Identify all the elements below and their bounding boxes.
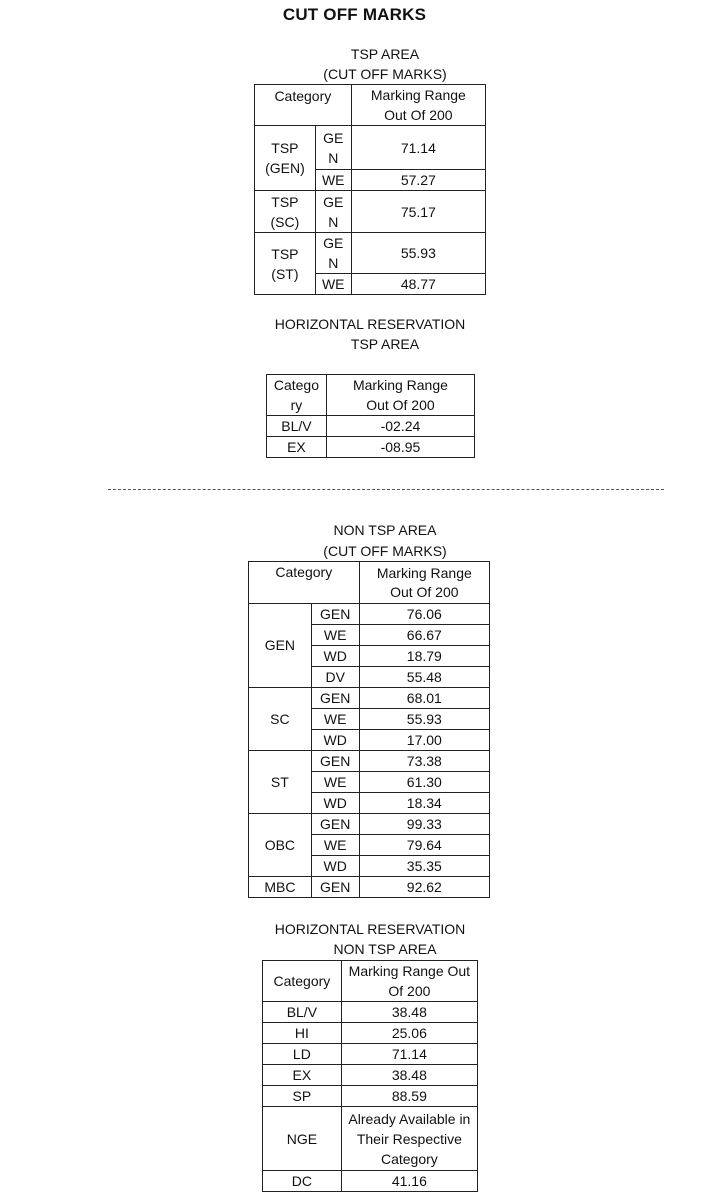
group-label: GEN	[249, 604, 312, 688]
section-divider	[108, 489, 664, 490]
value-cell: -08.95	[326, 437, 474, 458]
tsp-horizontal-heading: HORIZONTAL RESERVATION	[274, 316, 466, 332]
header-category: Category	[263, 961, 342, 1002]
value-cell: 18.34	[359, 793, 489, 814]
value-cell: 66.67	[359, 625, 489, 646]
subcategory-cell: WE	[315, 170, 351, 191]
header-category: Category	[255, 85, 352, 126]
value-cell: 88.59	[341, 1086, 477, 1107]
value-cell: 41.16	[341, 1171, 477, 1192]
header-marking-range: Marking Range Out Of 200	[326, 375, 474, 416]
value-cell: Already Available in Their Respective Category	[341, 1107, 477, 1171]
subcategory-cell: WD	[311, 793, 359, 814]
value-cell: 71.14	[341, 1044, 477, 1065]
category-cell: LD	[263, 1044, 342, 1065]
group-label: SC	[249, 688, 312, 751]
header-marking-range: Marking Range Out Of 200	[341, 961, 477, 1002]
non-tsp-area-heading: NON TSP AREA	[333, 522, 437, 538]
subcategory-cell: WE	[315, 274, 351, 295]
value-cell: 55.93	[359, 709, 489, 730]
non-tsp-area-subheading: (CUT OFF MARKS)	[323, 543, 447, 559]
header-category: Category	[249, 562, 360, 604]
value-cell: 61.30	[359, 772, 489, 793]
non-tsp-cutoff-table	[248, 561, 490, 898]
subcategory-cell: GE N	[315, 126, 351, 170]
tsp-cutoff-table	[254, 84, 486, 295]
value-cell: 55.48	[359, 667, 489, 688]
value-cell: 48.77	[351, 274, 485, 295]
category-cell: EX	[267, 437, 327, 458]
non-tsp-horizontal-subheading: NON TSP AREA	[333, 941, 437, 957]
tsp-area-heading: TSP AREA	[350, 46, 420, 62]
value-cell: 99.33	[359, 814, 489, 835]
value-cell: 25.06	[341, 1023, 477, 1044]
value-cell: 92.62	[359, 877, 489, 898]
subcategory-cell: WE	[311, 772, 359, 793]
value-cell: 57.27	[351, 170, 485, 191]
subcategory-cell: GEN	[311, 814, 359, 835]
subcategory-cell: WE	[311, 625, 359, 646]
group-label: MBC	[249, 877, 312, 898]
group-label: OBC	[249, 814, 312, 877]
header-marking-range: Marking Range Out Of 200	[351, 85, 485, 126]
category-cell: EX	[263, 1065, 342, 1086]
category-cell: BL/V	[267, 416, 327, 437]
subcategory-cell: GEN	[311, 604, 359, 625]
subcategory-cell: WE	[311, 709, 359, 730]
subcategory-cell: GE N	[315, 233, 351, 274]
subcategory-cell: GEN	[311, 877, 359, 898]
value-cell: 75.17	[351, 191, 485, 233]
value-cell: 71.14	[351, 126, 485, 170]
value-cell: 76.06	[359, 604, 489, 625]
category-cell: HI	[263, 1023, 342, 1044]
category-cell: NGE	[263, 1107, 342, 1171]
value-cell: 38.48	[341, 1065, 477, 1086]
non-tsp-horizontal-heading: HORIZONTAL RESERVATION	[274, 921, 466, 937]
value-cell: 55.93	[351, 233, 485, 274]
subcategory-cell: WD	[311, 730, 359, 751]
subcategory-cell: WE	[311, 835, 359, 856]
non-tsp-horizontal-table	[262, 960, 478, 1192]
value-cell: 35.35	[359, 856, 489, 877]
group-label: ST	[249, 751, 312, 814]
subcategory-cell: GEN	[311, 688, 359, 709]
value-cell: 38.48	[341, 1002, 477, 1023]
category-cell: BL/V	[263, 1002, 342, 1023]
value-cell: 18.79	[359, 646, 489, 667]
group-label: TSP (ST)	[255, 233, 316, 295]
subcategory-cell: WD	[311, 856, 359, 877]
group-label: TSP (GEN)	[255, 126, 316, 191]
tsp-horizontal-subheading: TSP AREA	[350, 336, 420, 352]
category-cell: DC	[263, 1171, 342, 1192]
group-label: TSP (SC)	[255, 191, 316, 233]
subcategory-cell: DV	[311, 667, 359, 688]
value-cell: 17.00	[359, 730, 489, 751]
value-cell: 79.64	[359, 835, 489, 856]
value-cell: 68.01	[359, 688, 489, 709]
tsp-area-subheading: (CUT OFF MARKS)	[323, 66, 447, 82]
subcategory-cell: WD	[311, 646, 359, 667]
page-title: CUT OFF MARKS	[282, 5, 427, 24]
category-cell: SP	[263, 1086, 342, 1107]
subcategory-cell: GE N	[315, 191, 351, 233]
value-cell: -02.24	[326, 416, 474, 437]
tsp-horizontal-table	[266, 374, 475, 458]
subcategory-cell: GEN	[311, 751, 359, 772]
value-cell: 73.38	[359, 751, 489, 772]
header-category: Catego ry	[267, 375, 327, 416]
header-marking-range: Marking Range Out Of 200	[359, 562, 489, 604]
